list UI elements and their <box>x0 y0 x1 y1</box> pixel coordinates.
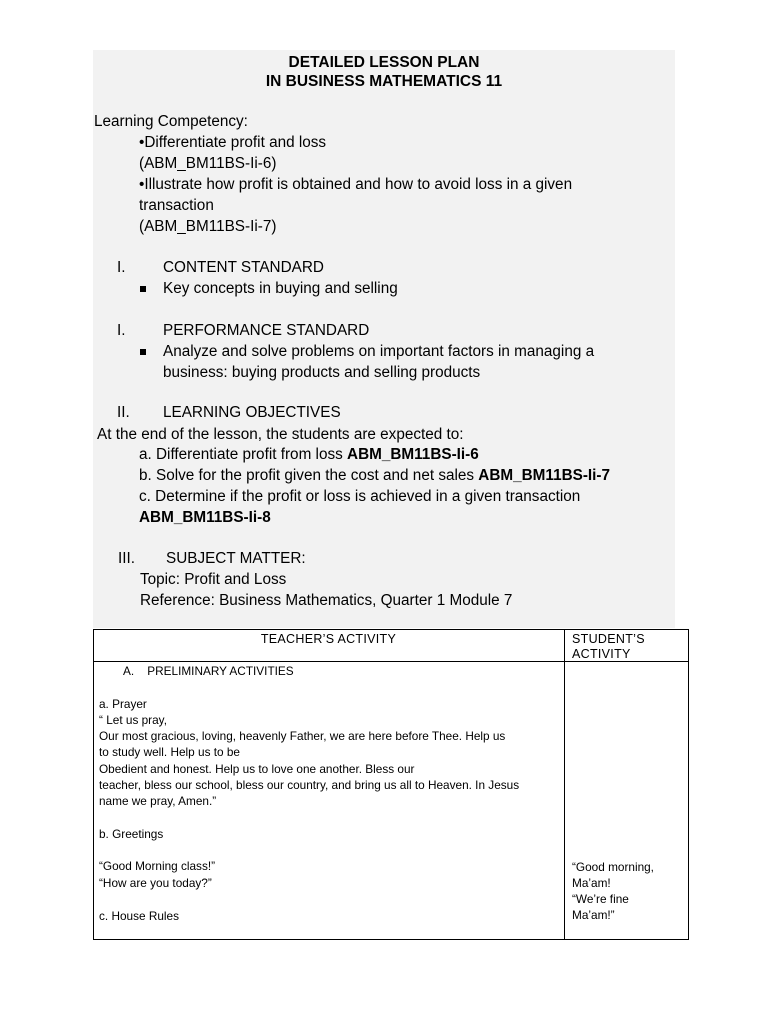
competency-item-2: •Illustrate how profit is obtained and how to avoid loss in a given <box>139 176 573 193</box>
greetings-label: b. Greetings <box>99 827 164 841</box>
student-line: Ma’am! <box>572 876 611 890</box>
student-activity-header-line1: STUDENT’S <box>572 632 645 646</box>
teacher-line: “ Let us pray, <box>99 713 167 727</box>
greeting-line-2: “How are you today?” <box>99 876 212 890</box>
bullet-icon: • <box>139 176 145 193</box>
content-standard-text: Key concepts in buying and selling <box>163 280 398 297</box>
performance-standard-text-1: Analyze and solve problems on important factors in managing a <box>163 343 595 360</box>
preliminary-activities-heading: A. PRELIMINARY ACTIVITIES <box>123 664 294 678</box>
objectives-intro: At the end of the lesson, the students are expected to: <box>97 426 464 443</box>
competency-item-2-cont: transaction <box>139 197 214 214</box>
teacher-line: teacher, bless our school, bless our country, and bring us all to Heaven. In Jesus <box>99 778 520 792</box>
square-bullet-icon <box>140 286 146 292</box>
content-standard-bullet <box>140 280 146 298</box>
section-numeral: II. <box>117 404 130 421</box>
square-bullet-icon <box>140 349 146 355</box>
teacher-line: Our most gracious, loving, heavenly Father, we are here before Thee. Help us <box>99 729 506 743</box>
objective-b: b. Solve for the profit given the cost and net sales ABM_BM11BS-Ii-7 <box>139 467 611 484</box>
table-column-divider <box>564 629 565 940</box>
objectives-heading: LEARNING OBJECTIVES <box>163 404 341 421</box>
bullet-icon: • <box>139 134 145 151</box>
student-activity-header-line2: ACTIVITY <box>572 647 631 661</box>
objective-b-code: ABM_BM11BS-Ii-7 <box>478 467 611 484</box>
competency-code-1: (ABM_BM11BS-Ii-6) <box>139 155 277 172</box>
subject-topic: Topic: Profit and Loss <box>140 571 287 588</box>
competency-code-2: (ABM_BM11BS-Ii-7) <box>139 218 277 235</box>
performance-standard-text-2: business: buying products and selling products <box>163 364 481 381</box>
subject-matter-heading: SUBJECT MATTER: <box>166 550 306 567</box>
teacher-line: a. Prayer <box>99 697 147 711</box>
content-standard-heading: CONTENT STANDARD <box>163 259 324 276</box>
objective-a: a. Differentiate profit from loss ABM_BM11BS-Ii-6 <box>139 446 479 463</box>
document-title-line2: IN BUSINESS MATHEMATICS 11 <box>265 73 503 90</box>
section-numeral: I. <box>117 259 126 276</box>
house-rules-label: c. House Rules <box>99 909 179 923</box>
objective-c-code: ABM_BM11BS-Ii-8 <box>139 509 271 526</box>
objective-a-code: ABM_BM11BS-Ii-6 <box>347 446 479 463</box>
performance-standard-bullet <box>140 343 146 361</box>
teacher-activity-header: TEACHER’S ACTIVITY <box>260 632 397 646</box>
greeting-line-1: “Good Morning class!” <box>99 859 216 873</box>
teacher-line: Obedient and honest. Help us to love one another. Bless our <box>99 762 415 776</box>
section-numeral: III. <box>118 550 135 567</box>
performance-standard-heading: PERFORMANCE STANDARD <box>163 322 370 339</box>
student-line: “We’re fine <box>572 892 629 906</box>
student-line: Ma’am!” <box>572 908 615 922</box>
objective-c: c. Determine if the profit or loss is achieved in a given transaction <box>139 488 581 505</box>
subject-reference: Reference: Business Mathematics, Quarter 1 Module 7 <box>140 592 513 609</box>
document-title-line1: DETAILED LESSON PLAN <box>288 54 480 71</box>
teacher-line: to study well. Help us to be <box>99 745 240 759</box>
student-line: “Good morning, <box>572 860 654 874</box>
teacher-line: name we pray, Amen.” <box>99 794 217 808</box>
competency-item-1: •Differentiate profit and loss <box>139 134 327 151</box>
competency-heading: Learning Competency: <box>94 113 248 130</box>
section-numeral: I. <box>117 322 126 339</box>
table-header-divider <box>93 661 689 662</box>
